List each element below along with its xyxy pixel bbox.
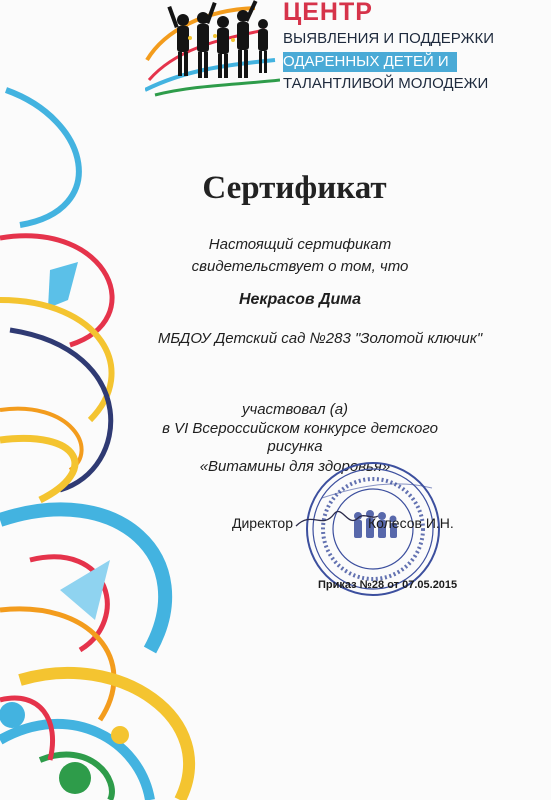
logo-line-1: ЦЕНТР [283,0,373,26]
director-name: Колесов И.Н. [368,515,454,531]
recipient-name: Некрасов Дима [238,291,362,308]
participation-line-2: в VI Всероссийском конкурсе детского [162,420,438,437]
intro-line-1: Настоящий сертификат [208,236,392,253]
participation-line-1: участвовал (а) [241,401,349,418]
logo-line-4: ТАЛАНТЛИВОЙ МОЛОДЕЖИ [283,75,489,92]
intro-line-2: свидетельствует о том, что [191,258,409,275]
logo-line-3: ОДАРЕННЫХ ДЕТЕЙ И [283,52,457,72]
contest-name: «Витамины для здоровья» [199,458,391,475]
order-reference: Приказ №28 от 07.05.2015 [318,579,458,591]
director-label: Директор [232,515,293,531]
logo-line-2: ВЫЯВЛЕНИЯ И ПОДДЕРЖКИ [283,30,495,47]
certificate-title: Сертификат [202,170,387,206]
logo-children-silhouettes [145,0,280,100]
organization: МБДОУ Детский сад №283 "Золотой ключик" [157,330,483,347]
participation-line-3: рисунка [267,438,323,455]
